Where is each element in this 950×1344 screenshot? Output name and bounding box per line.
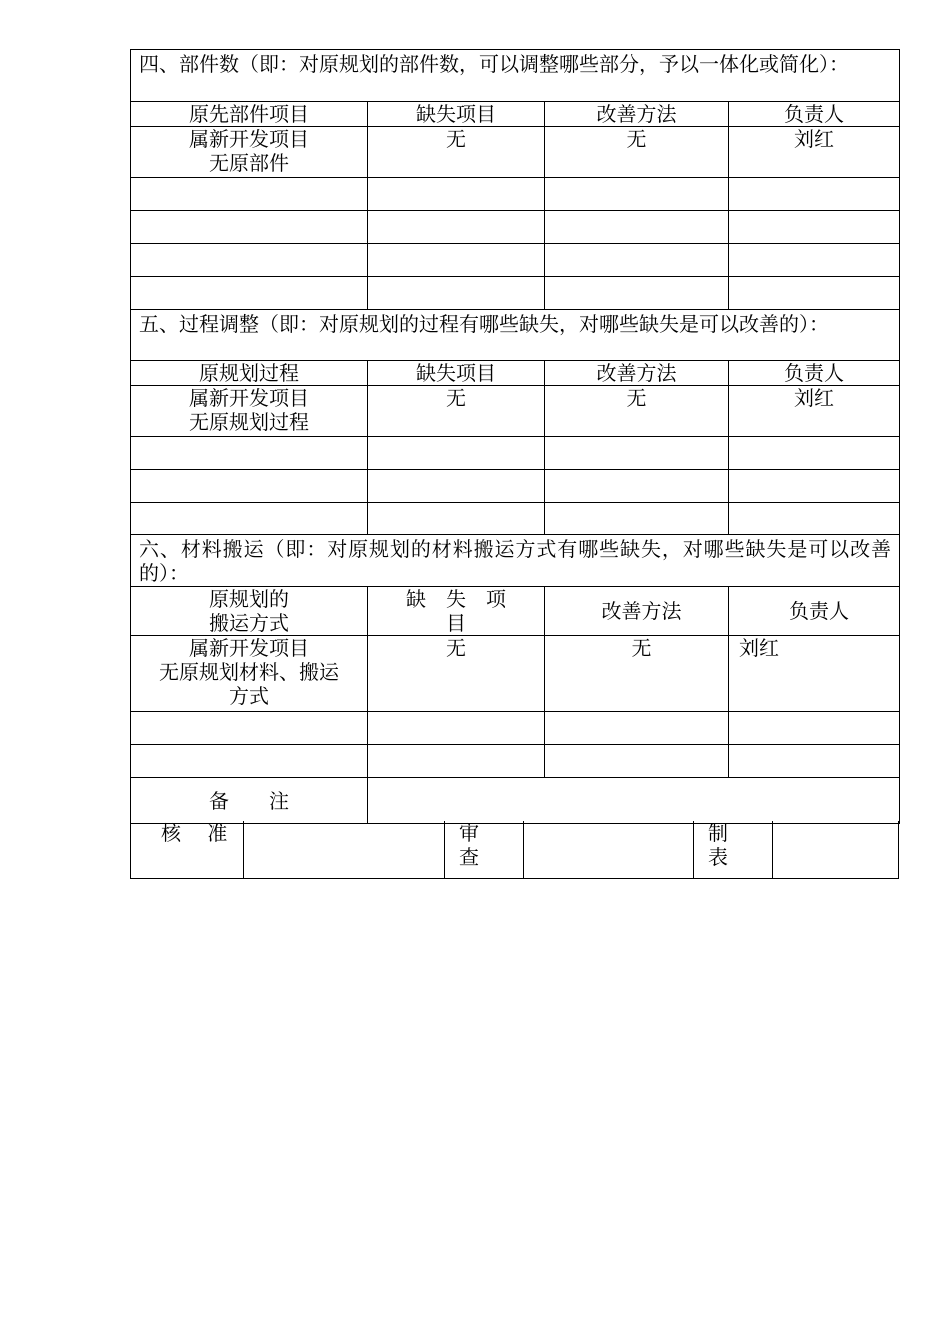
empty-cell[interactable] xyxy=(545,503,729,535)
empty-cell[interactable] xyxy=(368,178,545,211)
section5-title-row xyxy=(131,310,900,361)
section4-header-improvement-method: 改善方法 xyxy=(545,102,729,127)
empty-cell[interactable] xyxy=(545,712,729,745)
section4-header-row xyxy=(131,102,900,127)
empty-cell[interactable] xyxy=(545,470,729,503)
prepare-signature-field[interactable] xyxy=(773,821,899,879)
empty-cell[interactable] xyxy=(729,470,900,503)
empty-cell[interactable] xyxy=(545,277,729,310)
section5-header-missing-items: 缺失项目 xyxy=(368,361,545,386)
section4-header-original-parts: 原先部件项目 xyxy=(131,102,368,127)
section6-title-row xyxy=(131,535,900,587)
prepare-label: 制 表 xyxy=(694,821,773,879)
section6-empty-row xyxy=(131,745,900,778)
empty-cell[interactable] xyxy=(729,745,900,778)
review-signature-field[interactable] xyxy=(524,821,694,879)
section6-header-original-handling: 原规划的 搬运方式 xyxy=(131,587,368,636)
section4-cell-responsible: 刘红 xyxy=(729,127,900,178)
empty-cell[interactable] xyxy=(131,211,368,244)
section5-title: 五、过程调整（即：对原规划的过程有哪些缺失，对哪些缺失是可以改善的）： xyxy=(131,310,900,361)
section4-title-row xyxy=(131,50,900,102)
remarks-label: 备 注 xyxy=(131,778,368,824)
empty-cell[interactable] xyxy=(368,470,545,503)
section4-header-missing-items: 缺失项目 xyxy=(368,102,545,127)
section4-empty-row xyxy=(131,211,900,244)
empty-cell[interactable] xyxy=(131,244,368,277)
empty-cell[interactable] xyxy=(729,277,900,310)
empty-cell[interactable] xyxy=(368,503,545,535)
section5-header-responsible: 负责人 xyxy=(729,361,900,386)
empty-cell[interactable] xyxy=(729,503,900,535)
empty-cell[interactable] xyxy=(368,244,545,277)
section6-header-missing-items: 缺 失 项 目 xyxy=(368,587,545,636)
empty-cell[interactable] xyxy=(729,211,900,244)
empty-cell[interactable] xyxy=(368,745,545,778)
empty-cell[interactable] xyxy=(131,745,368,778)
section5-empty-row xyxy=(131,470,900,503)
section5-header-row xyxy=(131,361,900,386)
section5-cell-original: 属新开发项目 无原规划过程 xyxy=(131,386,368,437)
review-label: 审 查 xyxy=(445,821,524,879)
section5-row-1 xyxy=(131,386,900,437)
empty-cell[interactable] xyxy=(368,277,545,310)
empty-cell[interactable] xyxy=(131,178,368,211)
empty-cell[interactable] xyxy=(545,437,729,470)
empty-cell[interactable] xyxy=(368,211,545,244)
approve-signature-field[interactable] xyxy=(244,821,445,879)
section4-cell-original: 属新开发项目 无原部件 xyxy=(131,127,368,178)
empty-cell[interactable] xyxy=(545,244,729,277)
empty-cell[interactable] xyxy=(131,437,368,470)
section4-header-responsible: 负责人 xyxy=(729,102,900,127)
section6-title: 六、材料搬运（即：对原规划的材料搬运方式有哪些缺失，对哪些缺失是可以改善的）： xyxy=(131,535,900,587)
remarks-field[interactable] xyxy=(368,778,900,824)
section4-row-1 xyxy=(131,127,900,178)
section4-cell-method: 无 xyxy=(545,127,729,178)
empty-cell[interactable] xyxy=(368,712,545,745)
empty-cell[interactable] xyxy=(131,712,368,745)
empty-cell[interactable] xyxy=(729,712,900,745)
section6-header-improvement-method: 改善方法 xyxy=(545,587,729,636)
empty-cell[interactable] xyxy=(131,277,368,310)
signoff-row xyxy=(131,821,899,879)
section5-header-improvement-method: 改善方法 xyxy=(545,361,729,386)
empty-cell[interactable] xyxy=(368,437,545,470)
empty-cell[interactable] xyxy=(729,244,900,277)
section6-cell-method: 无 xyxy=(545,636,729,712)
signoff-table xyxy=(130,821,899,879)
improvement-form-table xyxy=(130,49,900,824)
section6-cell-responsible: 刘红 xyxy=(729,636,900,712)
section6-empty-row xyxy=(131,712,900,745)
section4-cell-missing: 无 xyxy=(368,127,545,178)
section6-cell-missing: 无 xyxy=(368,636,545,712)
remarks-row xyxy=(131,778,900,824)
empty-cell[interactable] xyxy=(729,437,900,470)
section5-cell-missing: 无 xyxy=(368,386,545,437)
section5-empty-row xyxy=(131,503,900,535)
section4-empty-row xyxy=(131,277,900,310)
empty-cell[interactable] xyxy=(131,503,368,535)
section6-header-responsible: 负责人 xyxy=(729,587,900,636)
empty-cell[interactable] xyxy=(131,470,368,503)
empty-cell[interactable] xyxy=(545,178,729,211)
section4-title: 四、部件数（即：对原规划的部件数，可以调整哪些部分，予以一体化或简化）： xyxy=(131,50,900,102)
section6-cell-original: 属新开发项目 无原规划材料、搬运 方式 xyxy=(131,636,368,712)
section5-empty-row xyxy=(131,437,900,470)
approve-label: 核 准 xyxy=(131,821,244,879)
section4-empty-row xyxy=(131,244,900,277)
section5-cell-method: 无 xyxy=(545,386,729,437)
section5-cell-responsible: 刘红 xyxy=(729,386,900,437)
section6-row-1 xyxy=(131,636,900,712)
section6-header-row xyxy=(131,587,900,636)
section5-header-original-process: 原规划过程 xyxy=(131,361,368,386)
empty-cell[interactable] xyxy=(545,745,729,778)
empty-cell[interactable] xyxy=(729,178,900,211)
section4-empty-row xyxy=(131,178,900,211)
empty-cell[interactable] xyxy=(545,211,729,244)
